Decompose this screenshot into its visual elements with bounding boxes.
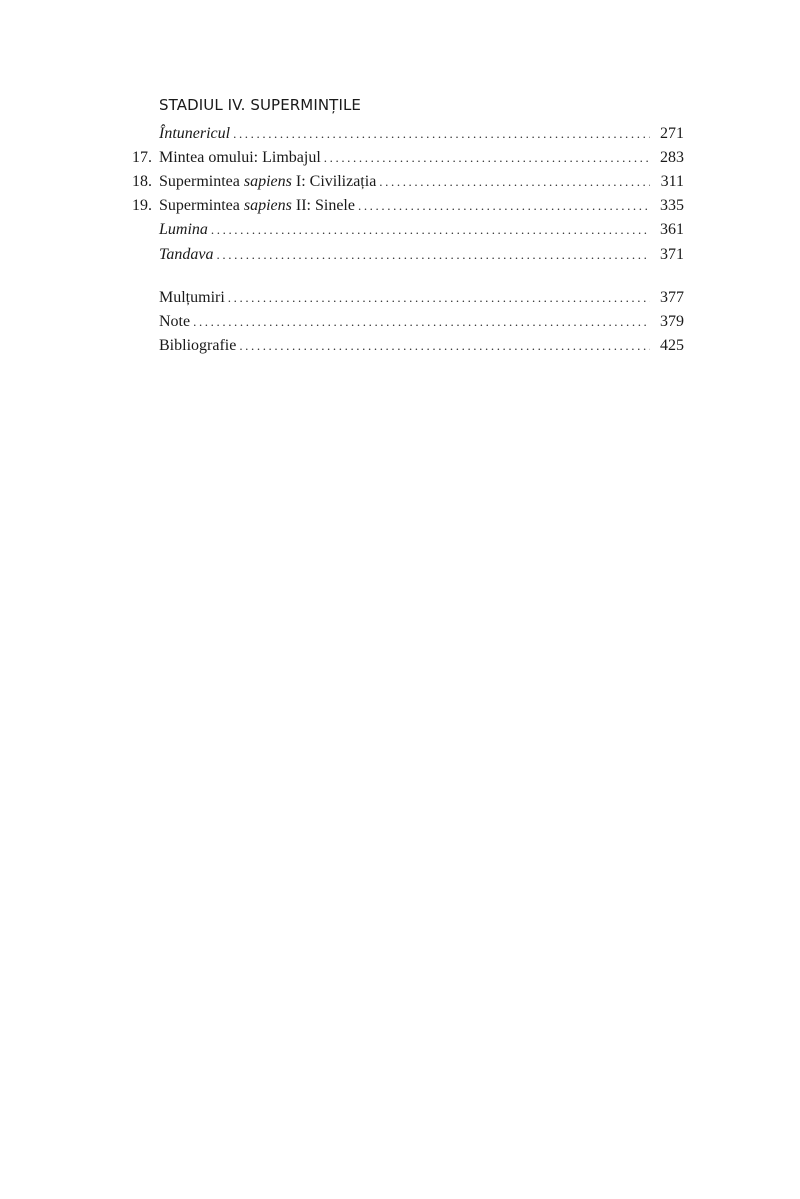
entry-page: 311 xyxy=(660,173,684,190)
toc-entry-chapter-18[interactable] xyxy=(132,170,684,194)
dot-leader xyxy=(233,122,650,146)
toc-entry-chapter-17[interactable] xyxy=(132,146,684,170)
entry-page: 271 xyxy=(660,125,684,142)
dot-leader xyxy=(239,334,650,358)
toc-entry-note[interactable] xyxy=(132,310,684,334)
entry-title: Bibliografie xyxy=(159,337,237,354)
entry-title-end: II: Sinele xyxy=(291,197,355,214)
entry-title-start: Supermintea xyxy=(159,173,244,190)
entry-title-italic: sapiens xyxy=(243,173,292,190)
dot-leader xyxy=(211,218,650,242)
entry-title: Lumina xyxy=(159,221,208,238)
entry-page: 425 xyxy=(660,337,684,354)
entry-page: 361 xyxy=(660,221,684,238)
entry-page: 379 xyxy=(660,313,684,330)
entry-page: 377 xyxy=(660,289,684,306)
toc-entry-chapter-19[interactable] xyxy=(132,194,684,218)
entry-number: 17. xyxy=(132,149,152,166)
dot-leader xyxy=(358,194,650,218)
entry-title-italic: sapiens xyxy=(243,197,292,214)
toc-entry-lumina[interactable] xyxy=(132,218,684,242)
entry-title: Întunericul xyxy=(159,125,231,142)
entry-number: 18. xyxy=(132,173,152,190)
entry-number: 19. xyxy=(132,197,152,214)
entry-page: 371 xyxy=(660,246,684,263)
entry-title xyxy=(159,194,355,218)
dot-leader xyxy=(217,243,650,267)
dot-leader xyxy=(228,286,650,310)
entry-page: 283 xyxy=(660,149,684,166)
entry-title: Note xyxy=(159,313,191,330)
toc-entry-tandava[interactable] xyxy=(132,243,684,267)
entry-title: Mulțumiri xyxy=(159,289,225,306)
section-heading: STADIUL IV. SUPERMINȚILE xyxy=(159,96,361,114)
dot-leader xyxy=(379,170,650,194)
toc-entry-multumiri[interactable] xyxy=(132,286,684,310)
dot-leader xyxy=(324,146,650,170)
entry-title-start: Supermintea xyxy=(159,197,244,214)
entry-title: Tandava xyxy=(159,246,214,263)
entry-title: Mintea omului: Limbajul xyxy=(159,149,321,166)
entry-title xyxy=(159,170,376,194)
entry-title-end: I: Civilizația xyxy=(291,173,377,190)
toc-entry-intunericul[interactable] xyxy=(132,122,684,146)
toc-entry-bibliografie[interactable] xyxy=(132,334,684,358)
entry-page: 335 xyxy=(660,197,684,214)
dot-leader xyxy=(193,310,650,334)
